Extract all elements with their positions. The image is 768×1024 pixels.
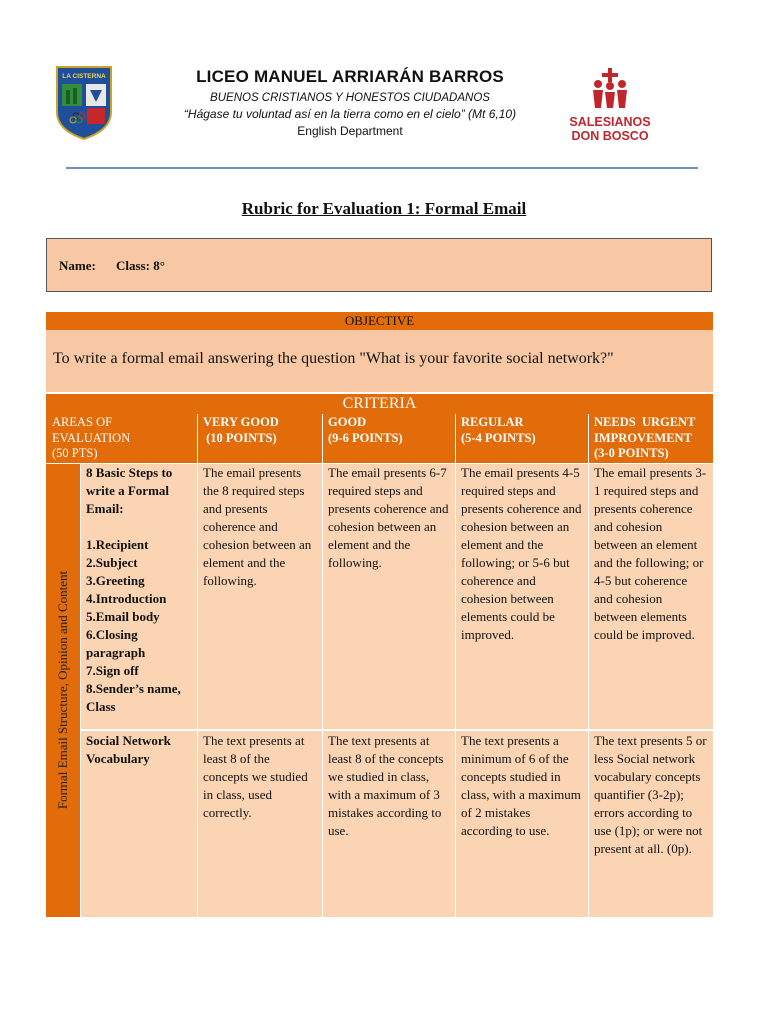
- header-divider: [66, 167, 698, 169]
- column-header-good: GOOD (9-6 POINTS): [322, 414, 455, 463]
- column-header-regular: REGULAR (5-4 POINTS): [455, 414, 588, 463]
- department-name: English Department: [297, 124, 403, 138]
- cell-steps-regular: The email presents 4-5 required steps and presents coherence and cohesion between an element and the following; or 5-6 but coherence and cohesion between elements could be improved.: [455, 463, 588, 729]
- cell-vocabulary-needs-improvement: The text presents 5 or less Social network vocabulary concepts quantifier (3-2p); errors according to use (1p); or were not present at all. (0p).: [588, 731, 713, 917]
- salesianos-emblem-icon: [588, 66, 632, 110]
- column-header-areas: AREAS OF EVALUATION (50 PTS): [46, 414, 197, 463]
- cell-vocabulary-very-good: The text presents at least 8 of the concepts we studied in class, used correctly.: [197, 731, 322, 917]
- salesianos-logo-line2: DON BOSCO: [571, 129, 649, 143]
- column-header-needs-improvement: NEEDS URGENT IMPROVEMENT (3-0 POINTS): [588, 414, 713, 463]
- table-divider: [588, 414, 589, 917]
- school-info: [150, 66, 550, 140]
- column-header-very-good: VERY GOOD (10 POINTS): [197, 414, 322, 463]
- cell-vocabulary-good: The text presents at least 8 of the concepts we studied in class, with a maximum of 3 mistakes according to use.: [322, 731, 455, 917]
- student-info-box: [46, 238, 712, 292]
- table-divider: [197, 414, 198, 917]
- school-motto: BUENOS CRISTIANOS Y HONESTOS CIUDADANOS: [210, 92, 490, 104]
- cell-steps-good: The email presents 6-7 required steps and presents coherence and cohesion between an element and the following.: [322, 463, 455, 729]
- name-label: Name:: [59, 258, 96, 273]
- criteria-side-label: Formal Email Structure, Opinion and Content: [55, 570, 70, 810]
- document-header: [0, 0, 768, 180]
- school-crest-logo: [56, 66, 112, 140]
- class-label: Class: 8°: [116, 258, 165, 273]
- salesianos-logo-line1: SALESIANOS: [569, 115, 651, 129]
- cell-steps-needs-improvement: The email presents 3-1 required steps and presents coherence and cohesion between an element and the following; or 4-5 but coherence and cohesion between elements could be improved.: [588, 463, 713, 729]
- table-divider: [80, 730, 713, 731]
- criteria-side-label-cell: [46, 463, 80, 917]
- crest-label: LA CISTERNA: [62, 73, 106, 80]
- objective-text: To write a formal email answering the question "What is your favorite social network?": [46, 330, 713, 392]
- cell-vocabulary-regular: The text presents a minimum of 6 of the concepts studied in class, with a maximum of 2 mistakes according to use.: [455, 731, 588, 917]
- area-cell-steps: 8 Basic Steps to write a Formal Email: 1.Recipient 2.Subject 3.Greeting 4.Introduction 5.Email body 6.Closing paragraph 7.Sign off 8.Sender’s name, Class: [80, 463, 197, 729]
- table-divider: [80, 463, 81, 917]
- table-divider: [322, 414, 323, 917]
- school-quote: “Hágase tu voluntad así en la tierra como en el cielo” (Mt 6,10): [183, 107, 517, 121]
- criteria-heading: CRITERIA: [46, 394, 713, 414]
- table-divider: [455, 414, 456, 917]
- salesianos-logo: [560, 66, 660, 156]
- cell-steps-very-good: The email presents the 8 required steps and presents coherence and cohesion between an element and the following.: [197, 463, 322, 729]
- area-cell-vocabulary: Social Network Vocabulary: [80, 731, 197, 917]
- objective-heading: OBJECTIVE: [46, 312, 713, 330]
- school-name: LICEO MANUEL ARRIARÁN BARROS: [196, 67, 504, 86]
- document-title: Rubric for Evaluation 1: Formal Email: [241, 199, 527, 218]
- table-divider: [46, 463, 713, 464]
